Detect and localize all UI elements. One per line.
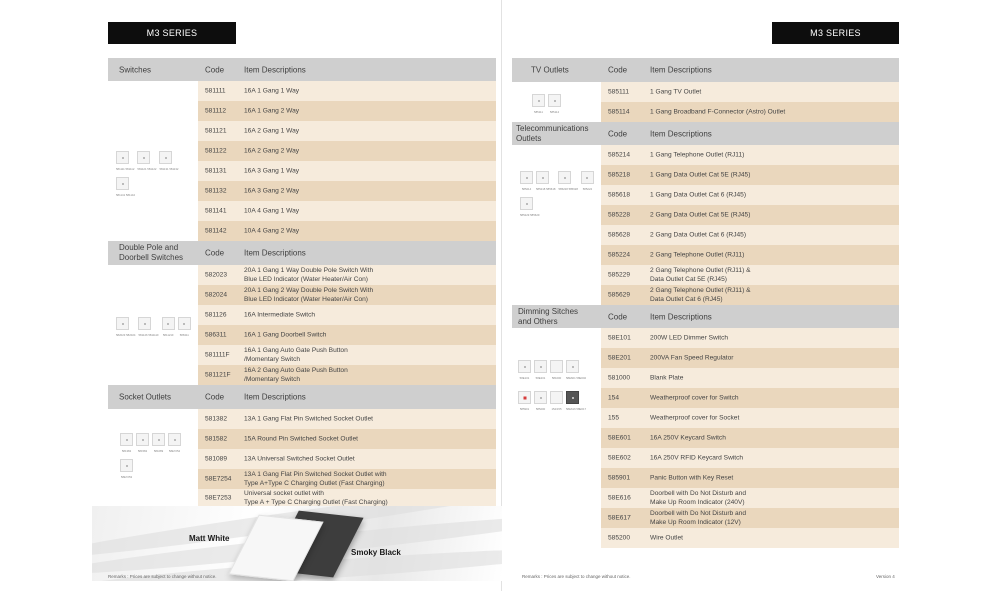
tv-thumb: 585114 bbox=[548, 94, 561, 117]
telecom-image-cell bbox=[512, 145, 601, 305]
desc-header: Item Descriptions bbox=[244, 248, 306, 258]
desc-header: Item Descriptions bbox=[650, 129, 712, 138]
table-row: 581141 10A 4 Gang 1 Way bbox=[198, 201, 496, 221]
doorbell-thumb: 58E616 58E617 bbox=[566, 391, 586, 414]
dimming-header bbox=[512, 305, 601, 328]
table-row: 581126 16A Intermediate Switch bbox=[198, 305, 496, 325]
table-row: 585901 Panic Button with Key Reset bbox=[601, 468, 899, 488]
table-row: 585111 1 Gang TV Outlet bbox=[601, 82, 899, 102]
socket-outlets-image-cell bbox=[108, 409, 198, 507]
telecom-thumb: 585224 bbox=[581, 171, 594, 194]
table-row: 585628 2 Gang Data Outlet Cat 6 (RJ45) bbox=[601, 225, 899, 245]
switches-image-cell bbox=[108, 81, 198, 241]
tv-outlets-title: TV Outlets bbox=[531, 65, 569, 75]
tv-outlets-header bbox=[512, 58, 601, 82]
socket-outlets-col-header bbox=[198, 385, 496, 409]
telecom-thumb: 585229 585629 bbox=[520, 197, 539, 220]
table-row: 581582 15A Round Pin Switched Socket Outlet bbox=[198, 429, 496, 449]
right-page bbox=[502, 0, 1004, 591]
table-row: 581111 16A 1 Gang 1 Way bbox=[198, 81, 496, 101]
table-row: 58E602 16A 250V RFID Keycard Switch bbox=[601, 448, 899, 468]
desc-header: Item Descriptions bbox=[244, 392, 306, 402]
switch-thumb: 581111 581112 bbox=[116, 151, 134, 174]
telecom-title-1: Telecommunications bbox=[516, 123, 589, 133]
series-label-right: M3 SERIES bbox=[772, 22, 899, 44]
wire-outlet-thumb: 585200 bbox=[534, 391, 547, 414]
switch-thumb: 582023 582024 bbox=[116, 317, 135, 340]
matt-white-label: Matt White bbox=[189, 534, 230, 543]
socket-thumb: 58E7254 bbox=[168, 433, 181, 456]
table-row: 58E201 200VA Fan Speed Regulator bbox=[601, 348, 899, 368]
telecom-col-header bbox=[601, 122, 899, 145]
table-row: 585218 1 Gang Data Outlet Cat 5E (RJ45) bbox=[601, 165, 899, 185]
version-label: Version 4 bbox=[876, 574, 895, 579]
switch-thumb: 581141 581142 bbox=[116, 177, 135, 200]
tv-outlets-image-cell bbox=[512, 82, 601, 122]
dimming-col-header bbox=[601, 305, 899, 328]
desc-header: Item Descriptions bbox=[650, 312, 712, 321]
dimming-title-1: Dimming Sitches bbox=[518, 306, 579, 316]
table-row: 58E101 200W LED Dimmer Switch bbox=[601, 328, 899, 348]
blank-plate-thumb: 581000 bbox=[550, 360, 563, 383]
switches-title: Switches bbox=[119, 65, 152, 74]
switches-header bbox=[108, 58, 198, 81]
double-pole-title-2: Doorbell Switches bbox=[119, 253, 184, 262]
table-row: 585629 2 Gang Telephone Outlet (RJ11) & Data Outlet Cat 6 (RJ45) bbox=[601, 285, 899, 305]
table-row: 58E7254 13A 1 Gang Flat Pin Switched Socket Outlet with Type A+Type C Charging Outlet (Fast Charging) bbox=[198, 469, 496, 489]
code-header: Code bbox=[608, 129, 628, 138]
finish-banner bbox=[92, 506, 502, 581]
table-row: 581121 16A 2 Gang 1 Way bbox=[198, 121, 496, 141]
socket-thumb: 58E7253 bbox=[120, 459, 133, 482]
table-row: 581382 13A 1 Gang Flat Pin Switched Socket Outlet bbox=[198, 409, 496, 429]
weatherproof-thumb: 154/155 bbox=[550, 391, 563, 414]
table-row: 58E7253 Universal socket outlet with Type A + Type C Charging Outlet (Fast Charging) bbox=[198, 489, 496, 507]
table-row: 58E617 Doorbell with Do Not Disturb and Make Up Room Indicator (12V) bbox=[601, 508, 899, 528]
panic-button-thumb: 585901 bbox=[518, 391, 531, 414]
table-row: 582023 20A 1 Gang 1 Way Double Pole Switch With Blue LED Indicator (Water Heater/Air Con) bbox=[198, 265, 496, 285]
table-row: 586311 16A 1 Gang Doorbell Switch bbox=[198, 325, 496, 345]
table-row: 585224 2 Gang Telephone Outlet (RJ11) bbox=[601, 245, 899, 265]
remarks-left: Remarks : Prices are subject to change without notice. bbox=[108, 574, 217, 579]
telecom-thumb: 585228 585628 bbox=[558, 171, 577, 194]
smoky-black-label: Smoky Black bbox=[351, 548, 401, 557]
table-row: 581122 16A 2 Gang 2 Way bbox=[198, 141, 496, 161]
socket-thumb: 581089 bbox=[152, 433, 165, 456]
table-row: 585228 2 Gang Data Outlet Cat 5E (RJ45) bbox=[601, 205, 899, 225]
switch-thumb: 581121 581122 bbox=[137, 151, 156, 174]
double-pole-col-header bbox=[198, 241, 496, 265]
keycard-thumb: 58E601 58E602 bbox=[566, 360, 586, 383]
table-row: 155 Weatherproof cover for Socket bbox=[601, 408, 899, 428]
socket-outlets-header bbox=[108, 385, 198, 409]
dimming-image-cell bbox=[512, 328, 601, 548]
code-header: Code bbox=[608, 312, 628, 321]
socket-outlets-title: Socket Outlets bbox=[119, 392, 172, 402]
dimming-title-2: and Others bbox=[518, 316, 558, 326]
table-row: 581132 16A 3 Gang 2 Way bbox=[198, 181, 496, 201]
table-row: 581000 Blank Plate bbox=[601, 368, 899, 388]
table-row: 581131 16A 3 Gang 1 Way bbox=[198, 161, 496, 181]
telecom-thumb: 585214 bbox=[520, 171, 533, 194]
desc-header: Item Descriptions bbox=[244, 65, 306, 74]
table-row: 581142 10A 4 Gang 2 Way bbox=[198, 221, 496, 241]
table-row: 581121F 16A 2 Gang Auto Gate Push Button /Momentary Switch bbox=[198, 365, 496, 385]
switch-thumb: 586311 bbox=[178, 317, 191, 340]
table-row: 585618 1 Gang Data Outlet Cat 6 (RJ45) bbox=[601, 185, 899, 205]
tv-outlets-col-header bbox=[601, 58, 899, 82]
table-row: 585214 1 Gang Telephone Outlet (RJ11) bbox=[601, 145, 899, 165]
switch-thumb: 581121F bbox=[162, 317, 175, 340]
table-row: 582024 20A 1 Gang 2 Way Double Pole Switch With Blue LED Indicator (Water Heater/Air Con) bbox=[198, 285, 496, 305]
table-row: 585200 Wire Outlet bbox=[601, 528, 899, 548]
switch-thumb: 581131 581132 bbox=[159, 151, 178, 174]
socket-thumb: 581382 bbox=[120, 433, 133, 456]
table-row: 581112 16A 1 Gang 2 Way bbox=[198, 101, 496, 121]
double-pole-title-1: Double Pole and bbox=[119, 243, 179, 252]
table-row: 585229 2 Gang Telephone Outlet (RJ11) & Data Outlet Cat 5E (RJ45) bbox=[601, 265, 899, 285]
code-header: Code bbox=[205, 65, 225, 74]
table-row: 581089 13A Universal Switched Socket Outlet bbox=[198, 449, 496, 469]
double-pole-image-cell bbox=[108, 265, 198, 385]
code-header: Code bbox=[205, 392, 225, 402]
remarks-right: Remarks : Prices are subject to change without notice. bbox=[522, 574, 631, 579]
table-row: 585114 1 Gang Broadband F-Connector (Astro) Outlet bbox=[601, 102, 899, 122]
double-pole-header bbox=[108, 241, 198, 265]
code-header: Code bbox=[608, 65, 628, 75]
series-label-left: M3 SERIES bbox=[108, 22, 236, 44]
socket-thumb: 581582 bbox=[136, 433, 149, 456]
dimmer-thumb: 58E101 bbox=[518, 360, 531, 383]
desc-header: Item Descriptions bbox=[650, 65, 712, 75]
telecom-title-2: Outlets bbox=[516, 133, 542, 143]
table-row: 58E601 16A 250V Keycard Switch bbox=[601, 428, 899, 448]
telecom-header bbox=[512, 122, 601, 145]
fan-regulator-thumb: 58E201 bbox=[534, 360, 547, 383]
code-header: Code bbox=[205, 248, 225, 258]
switch-thumb: 581126 581111F bbox=[138, 317, 158, 340]
tv-thumb: 585111 bbox=[532, 94, 545, 117]
telecom-thumb: 585218 585618 bbox=[536, 171, 555, 194]
switches-col-header bbox=[198, 58, 496, 81]
table-row: 154 Weatherproof cover for Switch bbox=[601, 388, 899, 408]
table-row: 581111F 16A 1 Gang Auto Gate Push Button /Momentary Switch bbox=[198, 345, 496, 365]
table-row: 58E616 Doorbell with Do Not Disturb and Make Up Room Indicator (240V) bbox=[601, 488, 899, 508]
